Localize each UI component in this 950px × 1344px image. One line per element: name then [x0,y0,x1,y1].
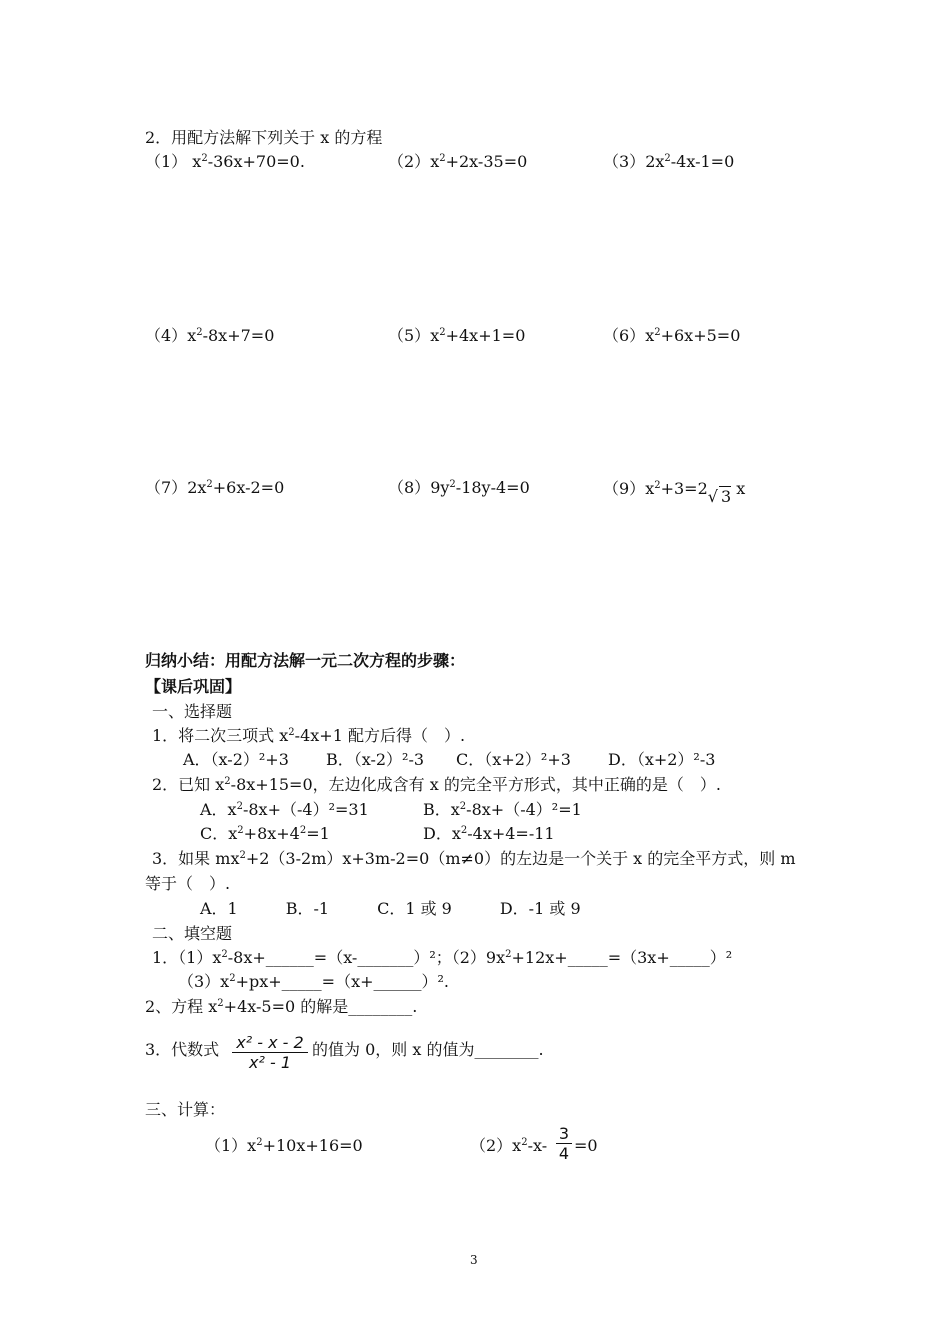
section-heading: 2．用配方法解下列关于 x 的方程 [145,128,383,147]
fraction-numerator: 3 [558,1124,570,1143]
problem-8: $(8)9y^2-18y-4=0$ [388,478,530,497]
fraction-denominator: 4 [558,1144,570,1163]
fill-3-fraction [232,1033,308,1072]
fill-3-suffix: 的值为 0，则 x 的值为________. [312,1040,544,1059]
q2-option-a: A．$x^2-8x+(-4)^2=31$ [200,800,369,819]
q2-option-b: B．$x^2-8x+(-4)^2=1$ [423,800,582,819]
q2-option-d: D．$x^2-4x+4=-11$ [423,824,555,843]
q3-stem: 3．如果 $mx^2+2(3-2m)x+3m-2=0(m\ne 0)$的左边是一个关于 x 的完全平方式，则 m [152,849,796,868]
part3-heading: 三、计算： [145,1100,226,1119]
calc-2: $(2)x^2-x-$ [470,1136,548,1155]
problem-7: $(7)2x^2+6x-2=0$ [145,478,285,497]
q3-options: A．1 B．-1 C．1 或 9 D．-1 或 9 [200,899,581,918]
problem-3: $(3)2x^2-4x-1=0$ [603,152,735,171]
problem-1: （1） $x^2-36x+70=0$. [145,152,305,171]
fill-1: 1．$(1)x^2-8x+\_\_\_\_\_\_=(x-\_\_\_\_\_\_\_)^2$；$(2)9x^2+12x+\_\_\_\_\_=(3x+\_\_\_\_\_)^2$ [152,948,733,967]
fill-2: 2、方程 $x^2+4x-5=0$ 的解是________. [145,997,418,1016]
calc-2-fraction [556,1124,572,1163]
calc-1: $(1)x^2+10x+16=0$ [205,1136,363,1155]
fill-1-part3: $(3)x^2+px+\_\_\_\_\_=(x+\_\_\_\_\_\_)^2$. [178,972,450,991]
q1-stem: 1．将二次三项式 $x^2-4x+1$ 配方后得（ ）. [152,726,466,745]
fill-3-prefix: 3．代数式 [145,1040,220,1059]
page-number: 3 [470,1253,478,1267]
q3-stem-cont: 等于（ ）. [145,874,231,893]
part2-heading: 二、填空题 [152,924,233,943]
q2-stem: 2．已知 $x^2-8x+15=0$，左边化成含有 x 的完全平方形式，其中正确的是（ ）. [152,775,721,794]
summary-title: 归纳小结：用配方法解一元二次方程的步骤： [145,651,466,670]
calc-2-suffix: =0 [574,1136,598,1155]
problem-5: $(5)x^2+4x+1=0$ [388,326,526,345]
problem-6: $(6)x^2+6x+5=0$ [603,326,741,345]
fraction-numerator: x² - x - 2 [236,1033,304,1052]
sqrt-radicand: 3 [720,487,732,506]
problem-9: $(9)x^2+3=2√$ 3 x [603,479,746,506]
q2-option-c: C．$x^2+8x+4^2=1$ [200,824,330,843]
q1-options: A．（x-2）²+3 B．（x-2）²-3 C．（x+2）²+3 D．（x+2）²-3 [183,750,716,769]
fraction-denominator: x² - 1 [248,1053,291,1072]
consolidation-title: 【课后巩固】 [145,677,242,696]
problem-4: $(4)x^2-8x+7=0$ [145,326,275,345]
part1-heading: 一、选择题 [152,702,233,721]
problem-2: $(2)x^2+2x-35=0$ [388,152,528,171]
